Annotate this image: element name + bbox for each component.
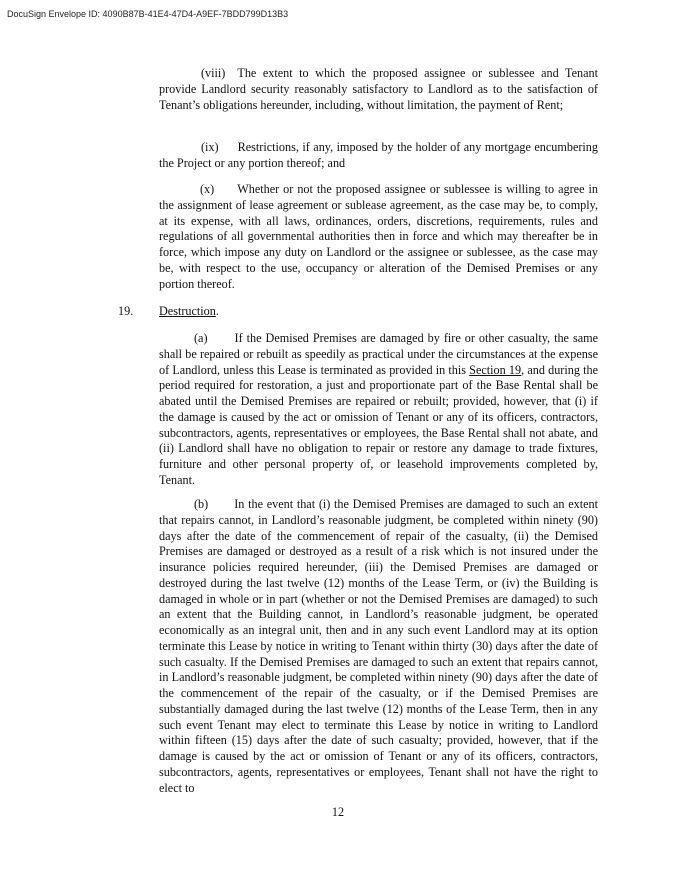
section-19-reference: Section 19 — [469, 362, 522, 377]
item-viii-label: (viii) — [201, 66, 226, 80]
item-x-label: (x) — [200, 182, 215, 196]
item-x — [159, 182, 598, 292]
paragraph-b-label: (b) — [194, 497, 209, 511]
page-number: 12 — [331, 805, 345, 819]
paragraph-a — [159, 331, 598, 489]
item-ix-text: Restrictions, if any, imposed by the holder of any mortgage encumbering the Project or any portion thereof; and — [159, 140, 598, 170]
section-title-period: . — [215, 304, 219, 318]
section-title: Destruction — [159, 304, 216, 318]
item-ix — [159, 140, 598, 172]
paragraph-a-text-2: , and during the period required for restoration, a just and proportionate part of the Base Rental shall be abated until the Demised Premises are repaired or rebuilt; provided, however, that (i) if the damage is caused by the act or omission of Tenant or any of its officers, contractors, subcontractors, agents, representatives or employees, the Base Rental shall not abate, and (ii) Landlord shall have no obligation to repair or restore any damage to trade fixtures, furniture and other personal property of, or leasehold improvements completed by, Tenant. — [159, 362, 599, 487]
item-ix-label: (ix) — [201, 140, 219, 154]
paragraph-b-text: In the event that (i) the Demised Premises are damaged to such an extent that repairs cannot, in Landlord’s reasonable judgment, be completed within ninety (90) days after the date of the commencement of repair of the casualty, (ii) the Demised Premises are damaged or destroyed as a result of a risk which is not insured under the insurance policies required hereunder, (iii) the Demised Premises are damaged or destroyed during the last twelve (12) months of the Lease Term, or (iv) the Building is damaged in whole or in part (whether or not the Demised Premises are damaged) to such an extent that the Building cannot, in Landlord’s reasonable judgment, be operated economically as an integral unit, then and in any such event Landlord may at its option terminate this Lease by notice in writing to Tenant within thirty (30) days after the date of such casualty. If the Demised Premises are damaged to such an extent that repairs cannot, in Landlord’s reasonable judgment, be completed within ninety (90) days after the date of the commencement of the repair of the casualty, or if the Demised Premises are substantially damaged during the last twelve (12) months of the Lease Term, then in any such event Tenant may elect to terminate this Lease by notice in writing to Landlord within fifteen (15) days after the date of such casualty; provided, however, that if the damage is caused by the act or omission of Tenant or any of its officers, contractors, subcontractors, agents, representatives or employees, Tenant shall not have the right to elect to — [159, 497, 598, 795]
section-number: 19. — [118, 304, 134, 318]
docusign-envelope-id: DocuSign Envelope ID: 4090B87B-41E4-47D4-A9EF-7BDD799D13B3 — [7, 9, 289, 19]
paragraph-b — [159, 497, 598, 796]
paragraph-a-text-1: If the Demised Premises are damaged by fire or other casualty, the same shall be repaired or rebuilt as speedily as practical under the circumstances at the expense of Landlord, unless this Lease is terminated as provided in this — [159, 331, 598, 377]
paragraph-a-label: (a) — [194, 331, 208, 345]
item-x-text: Whether or not the proposed assignee or sublessee is willing to agree in the assignment of lease agreement or sublease agreement, as the case may be, to comply, at its expense, with all laws, ordinances, orders, discretions, requirements, rules and regulations of all governmental authorities then in force and which may thereafter be in force, which impose any duty on Landlord or the assignee or sublessee, as the case may be, with respect to the use, occupancy or alteration of the Demised Premises or any portion thereof. — [159, 182, 598, 291]
item-viii — [159, 66, 598, 113]
item-viii-text: The extent to which the proposed assignee or sublessee and Tenant provide Landlord security reasonably satisfactory to Landlord as to the satisfaction of Tenant’s obligations hereunder, including, without limitation, the payment of Rent; — [159, 66, 598, 112]
